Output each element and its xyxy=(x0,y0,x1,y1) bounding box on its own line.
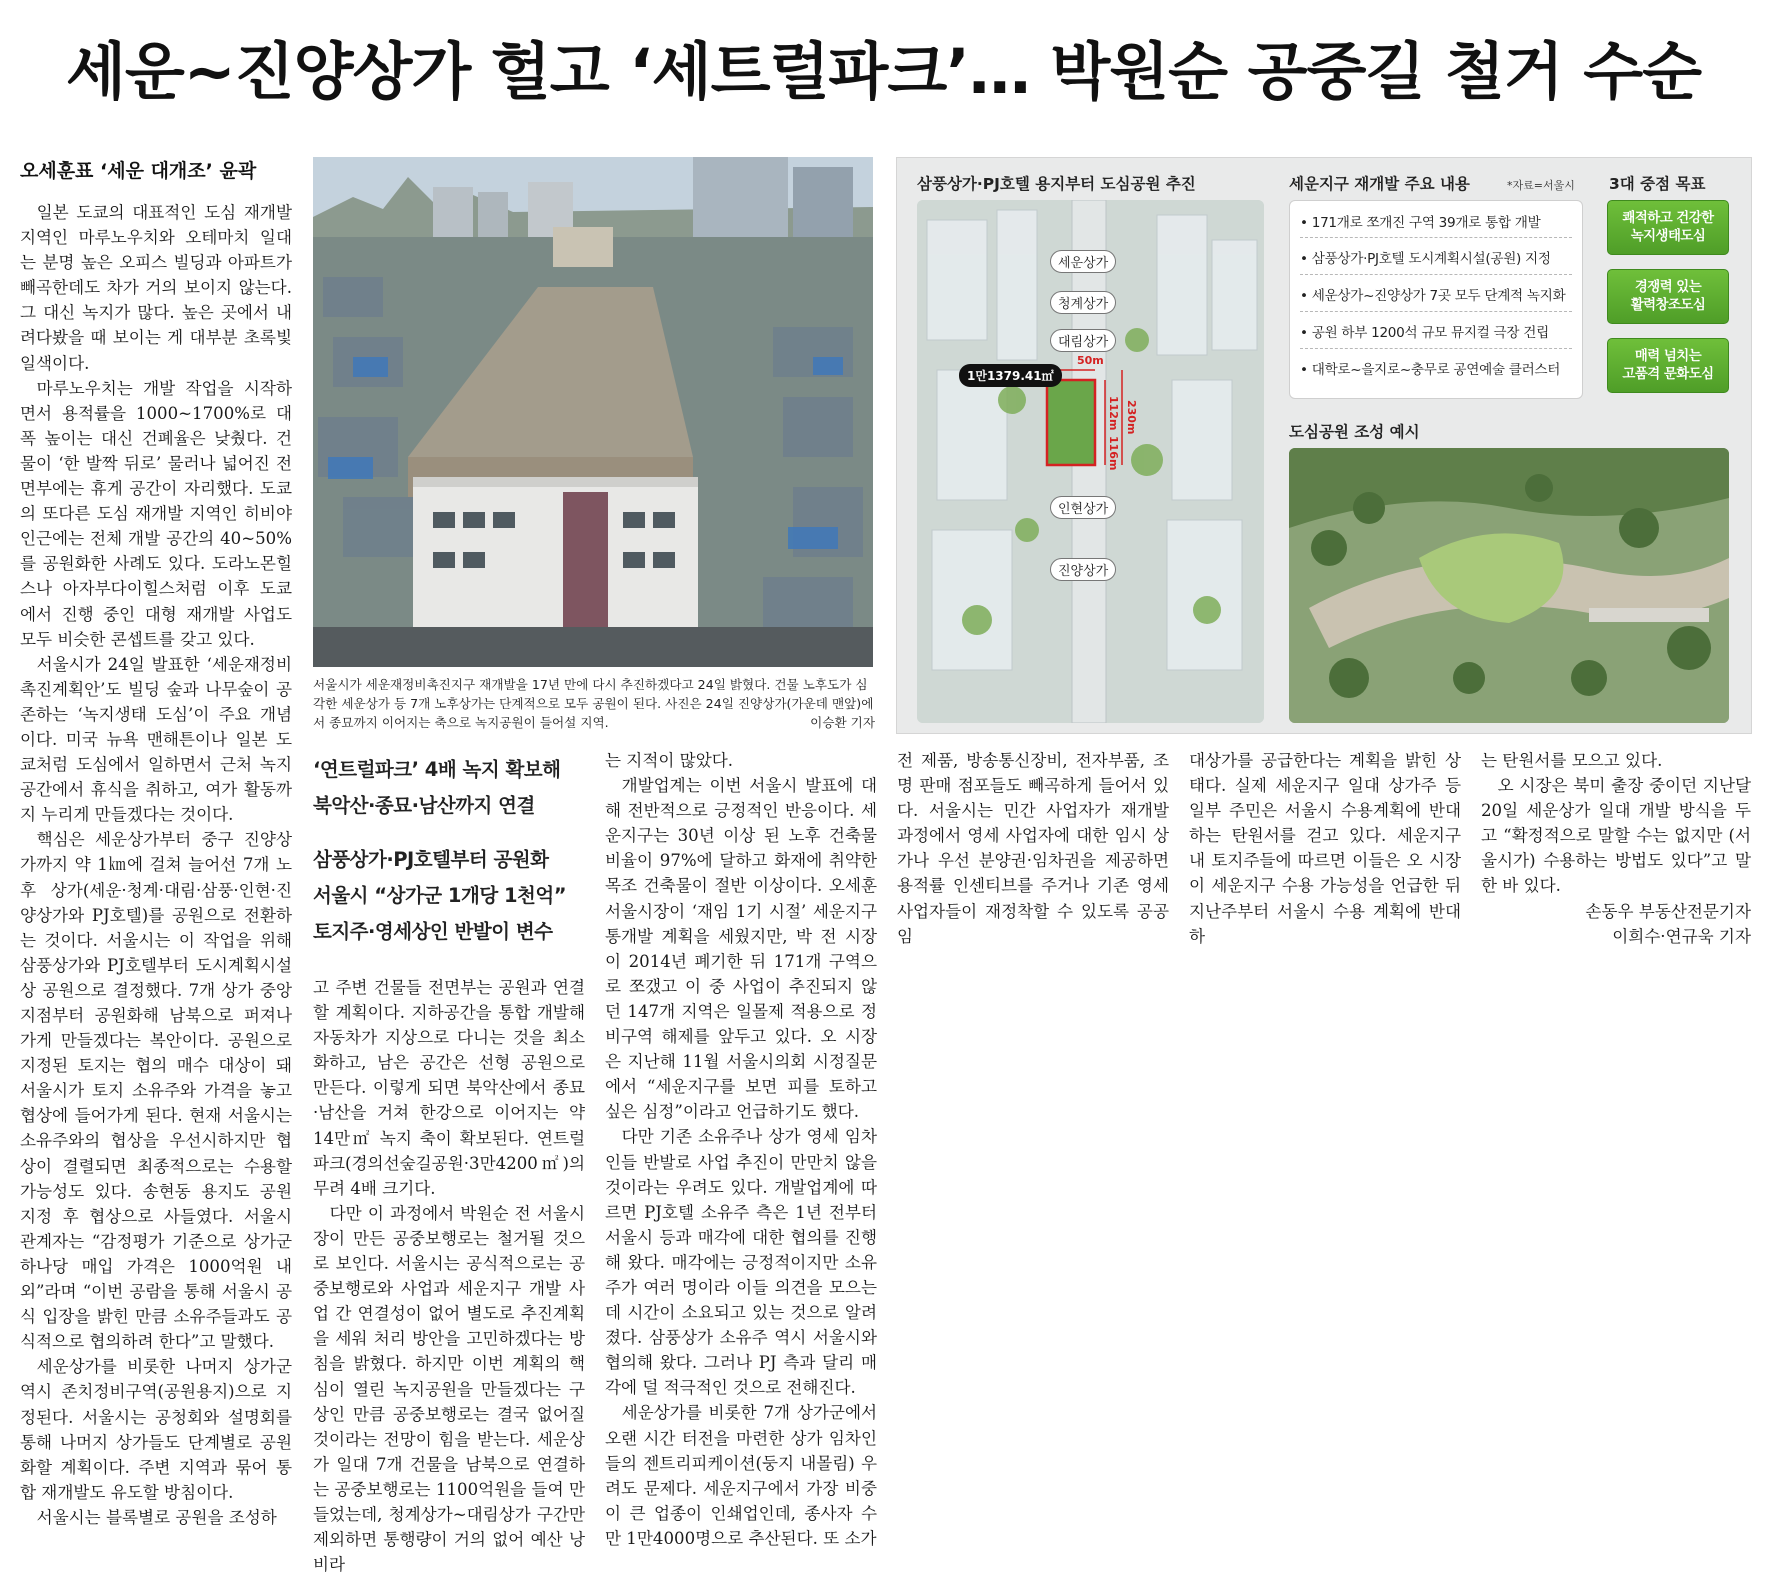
map-title: 삼풍상가·PJ호텔 용지부터 도심공원 추진 xyxy=(917,175,1196,193)
dimension-label: 230m xyxy=(1125,400,1138,435)
site-map-illustration xyxy=(917,200,1264,723)
goal-line: 고품격 문화도심 xyxy=(1622,366,1714,382)
paragraph: 세운상가를 비롯한 나머지 상가군 역시 존치정비구역(공원용지)으로 지정된다. 서울시는 공청회와 설명회를 통해 나머지 상가들도 단계별로 공원화할 계획이다. 주변 지역과 묶어 통합 재개발도 유도할 방침이다. xyxy=(20,1357,292,1502)
goal-line: 쾌적하고 건강한 xyxy=(1622,210,1714,226)
sidebar-heading: 오세훈표 ‘세운 대개조’ 윤곽 xyxy=(20,160,257,182)
article-column-2 xyxy=(313,975,585,1577)
park-title: 도심공원 조성 예시 xyxy=(1289,423,1420,441)
paragraph: 다만 기존 소유주나 상가 영세 임차인들 반발로 사업 추진이 만만치 않을 것이라는 우려도 있다. 개발업계에 따르면 PJ호텔 소유주 측은 1년 전부터 서울시 등과 매각에 대한 협의를 진행해 왔다. 매각에는 긍정적이지만 소유주가 여러 명이라 이들 의견을 모으는 데 시간이 소요되고 있는 것으로 알려졌다. 삼풍상가 소유주 역시 서울시와 협의해 왔다. 그러나 PJ 측과 달리 매각에 덜 적극적인 것으로 전해진다. xyxy=(605,1127,877,1398)
subhead: 북악산·종묘·남산까지 연결 xyxy=(313,794,535,817)
area-label: 1만1379.41㎡ xyxy=(959,364,1062,387)
paragraph: 일본 도쿄의 대표적인 도심 재개발 지역인 마루노우치와 오테마치 일대는 분명 높은 오피스 빌딩과 아파트가 빼곡한데도 차가 거의 보이지 않는다. 그 대신 녹지가 많다. 높은 곳에서 내려다봤을 때 보이는 게 대부분 초록빛 일색이다. xyxy=(20,203,292,373)
byline: 손동우 부동산전문기자 xyxy=(1585,901,1751,921)
dimension-label: 50m xyxy=(1077,354,1104,367)
goal-badge xyxy=(1607,200,1729,255)
paragraph: 개발업계는 이번 서울시 발표에 대해 전반적으로 긍정적인 반응이다. 세운지구는 30년 이상 된 노후 건축물 비율이 97%에 달하고 화재에 취약한 목조 건축물이 절반 이상이다. 오세훈 서울시장이 ‘재임 1기 시절’ 세운지구 통개발 계획을 세웠지만, 박 전 시장이 2014년 폐기한 뒤 171개 구역으로 쪼갰고 이 중 사업이 추진되지 않던 147개 지역은 일몰제 적용으로 정비구역 해제를 앞두고 있다. 오 시장은 지난해 11월 서울시의회 시정질문에서 “세운지구를 보면 피를 토하고 싶은 심정”이라고 언급하기도 했다. xyxy=(605,776,877,1122)
site-map xyxy=(917,200,1264,723)
caption-text: 서울시가 세운재정비촉진지구 재개발을 17년 만에 다시 추진하겠다고 24일 밝혔다. 건물 노후도가 심각한 세운상가 등 7개 노후상가는 단계적으로 모두 공원이 된다. 사진은 24일 진양상가(가운데 맨앞)에서 종묘까지 이어지는 축으로 녹지공원이 들어설 지역. xyxy=(313,677,874,730)
photo-caption xyxy=(313,675,875,732)
facts-title: 세운지구 재개발 주요 내용 xyxy=(1289,175,1470,193)
facts-box xyxy=(1289,200,1583,399)
article-column-3 xyxy=(605,748,877,1551)
subhead: 토지주·영세상인 반발이 변수 xyxy=(313,920,553,943)
source-note: *자료=서울시 xyxy=(1507,179,1575,192)
goal-line: 활력창조도심 xyxy=(1630,297,1706,313)
article-column-1 xyxy=(20,200,292,1530)
paragraph: 핵심은 세운상가부터 중구 진양상가까지 약 1㎞에 걸쳐 늘어선 7개 노후 상가(세운·청계·대림·삼풍·인현·진양상가와 PJ호텔)를 공원으로 전환하는 것이다. 서울시는 이 작업을 위해 삼풍상가와 PJ호텔부터 도시계획시설상 공원으로 결정했다. 7개 상가 중앙 지점부터 공원화해 남북으로 퍼져나가게 만들겠다는 복안이다. 공원으로 지정된 토지는 협의 매수 대상이 돼 서울시가 토지 소유주와 가격을 놓고 협상에 들어가게 된다. 현재 서울시는 소유주와의 협상을 우선시하지만 협상이 결렬되면 최종적으로는 수용할 가능성도 있다. 송현동 용지도 공원 지정 후 협상으로 사들였다. 서울시 관계자는 “감정평가 기준으로 상가군 하나당 매입 가격은 1000억원 내외”라며 “이번 공람을 통해 서울시 공식 입장을 밝힌 만큼 소유주들과도 공식적으로 협의하려 한다”고 말했다. xyxy=(20,830,292,1352)
subhead: ‘연트럴파크’ 4배 녹지 확보해 xyxy=(313,758,561,781)
byline: 이희수·연규욱 기자 xyxy=(1612,926,1751,946)
paragraph: 는 지적이 많았다. xyxy=(605,751,734,770)
map-label: 세운상가 xyxy=(1050,250,1116,273)
fact-item: • 세운상가~진양상가 7곳 모두 단계적 녹지화 xyxy=(1300,288,1566,304)
subhead: 서울시 “상가군 1개당 1천억” xyxy=(313,884,567,907)
goals-title: 3대 중점 목표 xyxy=(1609,175,1706,193)
paragraph: 마루노우치는 개발 작업을 시작하면서 용적률을 1000~1700%로 대폭 높이는 대신 건폐율은 낮췄다. 건물이 ‘한 발짝 뒤로’ 물러나 넓어진 전면부에는 휴게 공간이 자리했다. 도쿄의 또다른 도심 재개발 지역인 히비야 인근에는 전체 개발 공간의 40~50%를 공원화한 사례도 있다. 도라노몬힐스나 아자부다이힐스처럼 이후 도쿄에서 진행 중인 대형 재개발 사업도 모두 비슷한 콘셉트를 갖고 있다. xyxy=(20,378,292,649)
article-column-5 xyxy=(1189,748,1461,949)
fact-item: • 공원 하부 1200석 규모 뮤지컬 극장 건립 xyxy=(1300,325,1549,341)
paragraph: 는 탄원서를 모으고 있다. xyxy=(1481,751,1663,770)
subhead: 삼풍상가·PJ호텔부터 공원화 xyxy=(313,848,549,871)
goal-badge xyxy=(1607,269,1729,324)
goal-line: 경쟁력 있는 xyxy=(1634,279,1702,295)
map-label: 인현상가 xyxy=(1050,496,1116,519)
dimension-label: 112m xyxy=(1107,396,1120,431)
photo-credit: 이승환 기자 xyxy=(810,715,875,730)
headline: 세운~진양상가 헐고 ‘세트럴파크’… 박원순 공중길 철거 수순 xyxy=(65,35,1702,108)
goal-line: 녹지생태도심 xyxy=(1630,228,1706,244)
paragraph: 서울시가 24일 발표한 ‘세운재정비촉진계획안’도 빌딩 숲과 나무숲이 공존하는 ‘녹지생태 도심’이 주요 개념이다. 미국 뉴욕 맨해튼이나 일본 도쿄처럼 도심에서 일하면서 근처 녹지 공간에서 휴식을 취하고, 여가 활동까지 누리게 만들겠다는 것이다. xyxy=(20,654,292,825)
paragraph: 다만 이 과정에서 박원순 전 서울시장이 만든 공중보행로는 철거될 것으로 보인다. 서울시는 공식적으로는 공중보행로와 사업과 세운지구 개발 사업 간 연결성이 없어 별도로 추진계획을 세워 처리 방안을 고민하겠다는 방침을 밝혔다. 하지만 이번 계획의 핵심이 열린 녹지공원을 만들겠다는 구상인 만큼 공중보행로는 결국 없어질 것이라는 전망이 힘을 받는다. 세운상가 일대 7개 건물을 남북으로 연결하는 공중보행로는 1100억원을 들여 만들었는데, 청계상가~대림상가 구간만 제외하면 통행량이 거의 없어 예산 낭비라 xyxy=(313,1203,585,1575)
fact-item: • 171개로 쪼개진 구역 39개로 통합 개발 xyxy=(1300,215,1541,231)
article-column-6 xyxy=(1481,748,1751,949)
dimension-label: 116m xyxy=(1107,436,1120,471)
park-rendering xyxy=(1289,448,1729,723)
paragraph: 오 시장은 북미 출장 중이던 지난달 20일 세운상가 일대 개발 방식을 두고 “확정적으로 말할 수는 없지만 (서울시가) 수용하는 방법도 있다”고 말한 바 있다. xyxy=(1481,776,1751,896)
goal-badge xyxy=(1607,338,1729,393)
fact-item: • 대학로~을지로~충무로 공연예술 클러스터 xyxy=(1300,362,1561,378)
map-label: 진양상가 xyxy=(1050,558,1116,581)
paragraph: 세운상가를 비롯한 7개 상가군에서 오랜 시간 터전을 마련한 상가 임차인들의 젠트리피케이션(둥지 내몰림) 우려도 문제다. 세운지구에서 가장 비중이 큰 업종이 인쇄업인데, 종사자 수만 1만4000명으로 추산된다. 또 소가 xyxy=(605,1403,877,1548)
paragraph: 고 주변 건물들 전면부는 공원과 연결할 계획이다. 지하공간을 통합 개발해 자동차가 지상으로 다니는 것을 최소화하고, 남은 공간은 선형 공원으로 만든다. 이렇게 되면 북악산에서 종묘·남산을 거쳐 한강으로 이어지는 약 14만㎡ 녹지 축이 확보된다. 연트럴파크(경의선숲길공원·3만4200㎡)의 무려 4배 크기다. xyxy=(313,978,585,1198)
paragraph: 서울시는 블록별로 공원을 조성하 xyxy=(36,1507,277,1527)
goal-line: 매력 넘치는 xyxy=(1634,348,1702,364)
park-rendering-illustration xyxy=(1289,448,1729,723)
aerial-photo xyxy=(313,157,873,667)
subheads xyxy=(313,752,585,950)
infographic xyxy=(896,157,1752,734)
map-label: 청계상가 xyxy=(1050,291,1116,314)
map-label: 대림상가 xyxy=(1050,329,1116,352)
paragraph: 전 제품, 방송통신장비, 전자부품, 조명 판매 점포들도 빼곡하게 들어서 있다. 서울시는 민간 사업자가 재개발 과정에서 영세 사업자에 대한 임시 상가나 우선 분양권·임차권을 제공하면 용적률 인센티브를 주거나 기존 영세 사업자들이 재정착할 수 있도록 공공임 xyxy=(897,751,1169,946)
article-column-4 xyxy=(897,748,1169,949)
fact-item: • 삼풍상가·PJ호텔 도시계획시설(공원) 지정 xyxy=(1300,251,1551,267)
paragraph: 대상가를 공급한다는 계획을 밝힌 상태다. 실제 세운지구 일대 상가주 등 일부 주민은 서울시 수용계획에 반대하는 탄원서를 걷고 있다. 세운지구 내 토지주들에 따르면 이들은 오 시장이 세운지구 수용 가능성을 언급한 뒤 지난주부터 서울시 수용 계획에 반대하 xyxy=(1189,751,1461,946)
aerial-photo-illustration xyxy=(313,157,873,667)
